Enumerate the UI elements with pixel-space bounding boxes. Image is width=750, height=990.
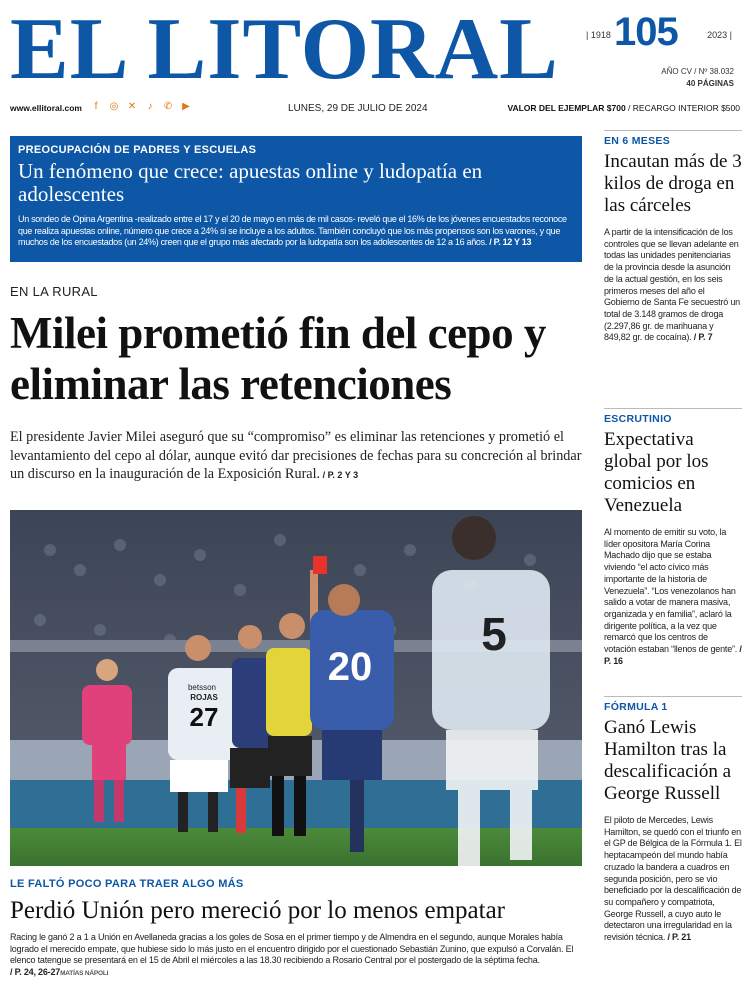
photo-credit: MATÍAS NÁPOLI: [60, 969, 109, 977]
sports-headline[interactable]: Perdió Unión pero mereció por lo menos empatar: [10, 897, 505, 924]
issue-number: AÑO CV / Nº 38.032: [661, 67, 734, 76]
x-icon[interactable]: ✕: [127, 101, 137, 112]
featured-story-box[interactable]: [10, 136, 582, 262]
info-bar: [10, 100, 740, 118]
sidebar-kicker: ESCRUTINIO: [604, 413, 672, 425]
sidebar-kicker: EN 6 MESES: [604, 135, 671, 147]
anniversary-badge: [584, 10, 734, 54]
featured-title: Un fenómeno que crece: apuestas online y ludopatía en adolescentes: [18, 159, 483, 206]
sidebar-title: Ganó Lewis Hamilton tras la descalificación a George Russell: [604, 717, 732, 804]
sidebar-body: Al momento de emitir su voto, la líder opositora María Corina Machado dijo que se estaba viviendo “el acto cívico más importante de la historia de Venezuela”. “Los venezolanos han salido a votar de manera masiva, organizada y en familia”, aclaró la dirigente política, a la vez que remarcó que los centros de votación estaban “llenos de gente”. / P. 16: [604, 527, 742, 666]
jersey-number-5: 5: [481, 608, 507, 660]
masthead: [10, 1, 740, 98]
jersey-sponsor: betsson: [187, 683, 217, 692]
social-icons: [90, 101, 192, 113]
anniversary-number: 105: [614, 10, 678, 54]
newspaper-logo: EL LITORAL: [10, 1, 559, 98]
featured-kicker: PREOCUPACIÓN DE PADRES Y ESCUELAS: [18, 144, 257, 156]
sidebar-story-1[interactable]: [604, 130, 742, 344]
youtube-icon[interactable]: ▶: [182, 101, 190, 112]
jersey-number-20: 20: [327, 645, 373, 689]
jersey-number-27: 27: [189, 702, 219, 732]
edition-date: LUNES, 29 DE JULIO DE 2024: [288, 103, 428, 114]
website-link[interactable]: www.ellitoral.com: [10, 103, 82, 113]
sports-kicker: LE FALTÓ POCO PARA TRAER ALGO MÁS: [10, 878, 244, 890]
price: VALOR DEL EJEMPLAR $700 / RECARGO INTERIOR $500: [507, 103, 740, 113]
sidebar-story-3[interactable]: [604, 696, 742, 944]
featured-body: Un sondeo de Opina Argentina -realizado entre el 17 y el 20 de mayo en más de mil casos- reveló que el 16% de los jóvenes encuestados reconoce que realiza apuestas online, número que crece a 24% si se incluye a los adultos. También concluyó que los más propensos son los varones, y que muchos de los encuestados (un 24%) creen que el grupo más afectado por la ludopatía son los adolescentes de 12 a 16 años. / P. 12 Y 13: [18, 214, 567, 247]
anniversary-end-year: 2023 |: [707, 30, 732, 40]
sidebar-body: El piloto de Mercedes, Lewis Hamilton, se quedó con el triunfo en el GP de Bélgica de la Fórmula 1. El heptacampeón del mundo había cruzado la bandera a cuadros en segunda posición, pero se vio beneficiado por la descalificación de su compañero y compatriota, George Russell, a cuyo auto le detectaron una irregularidad en la revisión técnica. / P. 21: [604, 815, 742, 943]
page-count: 40 PÁGINAS: [686, 79, 734, 88]
football-photo: [10, 510, 582, 866]
facebook-icon[interactable]: f: [94, 101, 98, 112]
sidebar-title: Expectativa global por los comicios en Venezuela: [604, 429, 709, 516]
sports-body: Racing le ganó 2 a 1 a Unión en Avellaneda gracias a los goles de Sosa en el primer tiempo y de Almendra en el segundo, aunque Morales había logrado el merecido empate, que hubiese sido lo más justo en el encuentro dirigido por el cuestionado Sebastián Zunino, que expulsó a Corvalán. El elenco tatengue se presentará en el 15 de Abril el miércoles a las 18.30 recibiendo a Rosario Central por el postergado de la séptima fecha. / P. 24, 26-27MATÍAS NÁPOLI: [10, 932, 574, 977]
match-photo-illustration: [10, 510, 582, 866]
main-section-label: EN LA RURAL: [10, 284, 98, 299]
sidebar-title: Incautan más de 3 kilos de droga en las cárceles: [604, 151, 742, 216]
red-card: [313, 556, 327, 574]
issue-info: [661, 66, 734, 90]
sidebar-body: A partir de la intensificación de los controles que se llevan adelante en todas las unidades penitenciarias de la provincia desde la asunción de la actual gestión, en los seis primeros meses del año el Gobierno de Santa Fe secuestró un total de 3.148 gramos de droga (2.297,86 gr. de marihuana y 849,82 gr. de cocaína). / P. 7: [604, 227, 740, 343]
sidebar-story-2[interactable]: [604, 408, 742, 667]
anniversary-start-year: | 1918: [586, 30, 611, 40]
jersey-name: ROJAS: [190, 693, 218, 702]
tiktok-icon[interactable]: ♪: [147, 101, 153, 112]
sidebar-kicker: FÓRMULA 1: [604, 701, 668, 713]
main-headline[interactable]: Milei prometió fin del cepo y eliminar las retenciones: [10, 308, 546, 409]
main-lead: El presidente Javier Milei aseguró que su “compromiso” es eliminar las retenciones y prometió el levantamiento del cepo al dólar, aunque evitó dar precisiones de fechas para su concreción al brindar un discurso en la inauguración de la Exposición Rural. / P. 2 Y 3: [10, 429, 582, 482]
whatsapp-icon[interactable]: ✆: [163, 101, 173, 112]
instagram-icon[interactable]: ◎: [109, 101, 119, 112]
